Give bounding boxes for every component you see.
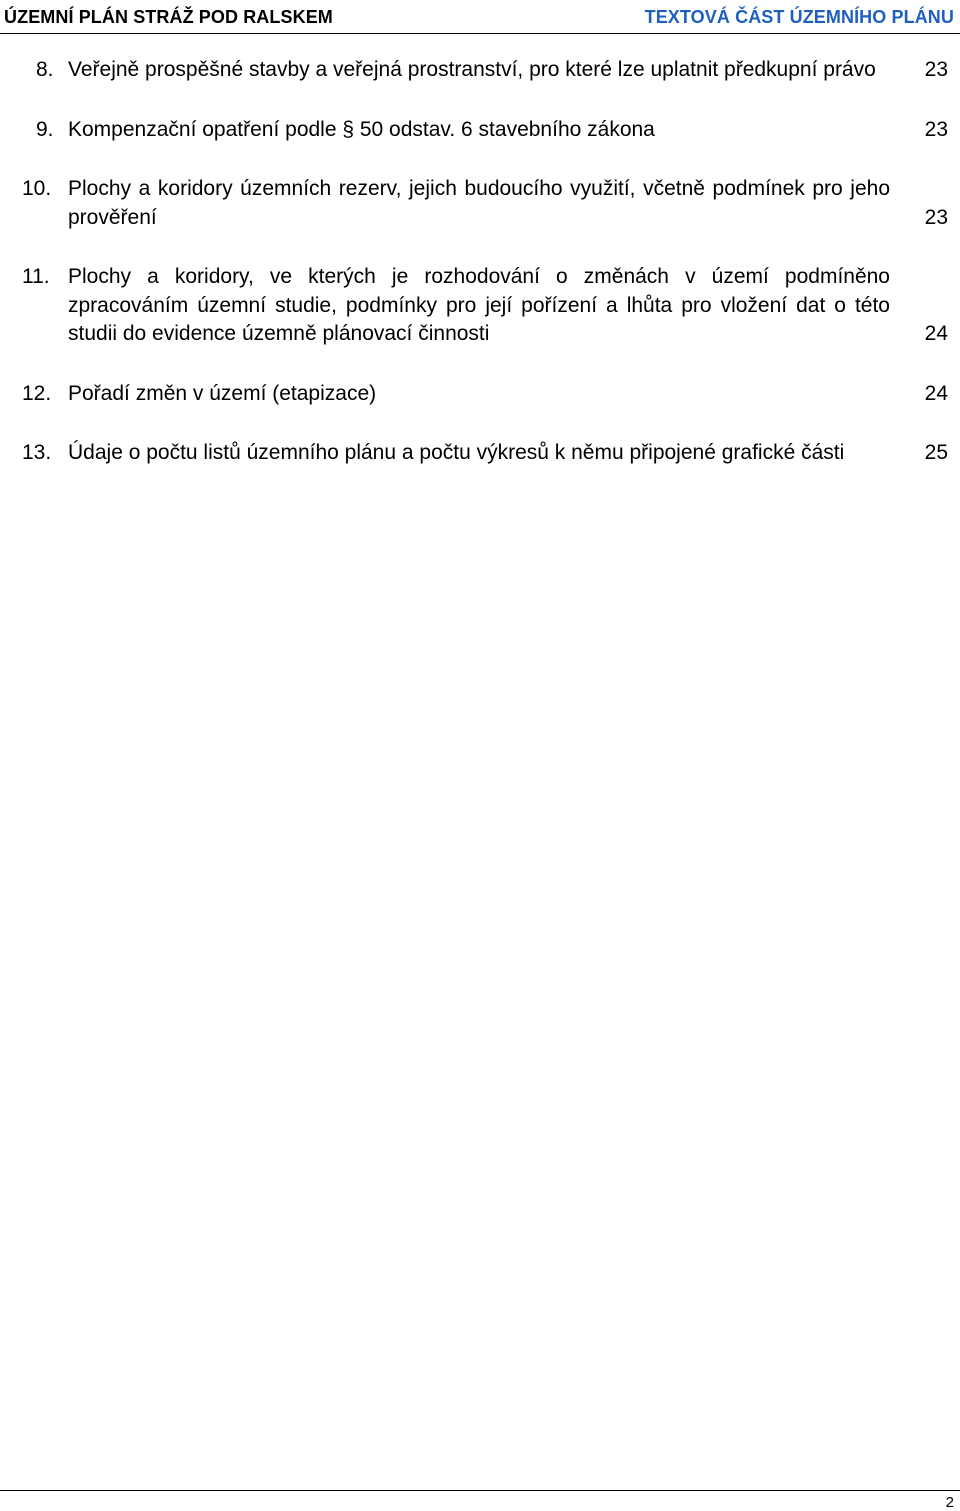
toc-entry-number: 9. xyxy=(36,117,54,141)
toc-entry-page: 23 xyxy=(924,58,948,81)
toc-entry-page: 25 xyxy=(924,441,948,464)
toc-entry-title: Plochy a koridory, ve kterých je rozhodování o změnách v území podmíněno zpracováním územní studie, podmínky pro její pořízení a lhůta pro vložení dat o této studii do evidence územně plánovací činnosti xyxy=(68,265,890,345)
toc-entry-number: 8. xyxy=(36,58,54,81)
toc-entry-page: 23 xyxy=(924,205,948,229)
page-number: 2 xyxy=(945,1494,954,1511)
page-footer xyxy=(0,1490,960,1511)
toc-entry-number: 12. xyxy=(22,381,52,405)
document-title: ÚZEMNÍ PLÁN STRÁŽ POD RALSKEM xyxy=(4,7,333,27)
toc-entry-12[interactable] xyxy=(0,380,960,409)
toc-entry-title: Pořadí změn v území (etapizace) xyxy=(68,381,377,405)
toc-entry-number: 11. xyxy=(22,265,50,288)
table-of-contents xyxy=(0,56,960,499)
toc-entry-title: Plochy a koridory územních rezerv, jejich budoucího využití, včetně podmínek pro jeho prověření xyxy=(68,177,890,229)
toc-entry-11[interactable] xyxy=(0,263,960,349)
toc-entry-title: Veřejně prospěšné stavby a veřejná prostranství, pro které lze uplatnit předkupní právo xyxy=(68,58,876,81)
section-title: TEXTOVÁ ČÁST ÚZEMNÍHO PLÁNU xyxy=(644,7,954,27)
toc-entry-number: 10. xyxy=(22,177,52,200)
toc-entry-9[interactable] xyxy=(0,116,960,145)
toc-entry-title: Údaje o počtu listů územního plánu a počtu výkresů k němu připojené grafické části xyxy=(68,441,845,464)
toc-entry-title: Kompenzační opatření podle § 50 odstav. 6 stavebního zákona xyxy=(68,117,655,141)
toc-entry-page: 23 xyxy=(924,117,948,141)
toc-entry-10[interactable] xyxy=(0,175,960,232)
toc-entry-page: 24 xyxy=(924,322,948,345)
toc-entry-number: 13. xyxy=(22,441,52,464)
page-header xyxy=(0,0,960,34)
toc-entry-8[interactable] xyxy=(0,56,960,85)
toc-entry-page: 24 xyxy=(924,381,948,405)
toc-entry-13[interactable] xyxy=(0,439,960,468)
